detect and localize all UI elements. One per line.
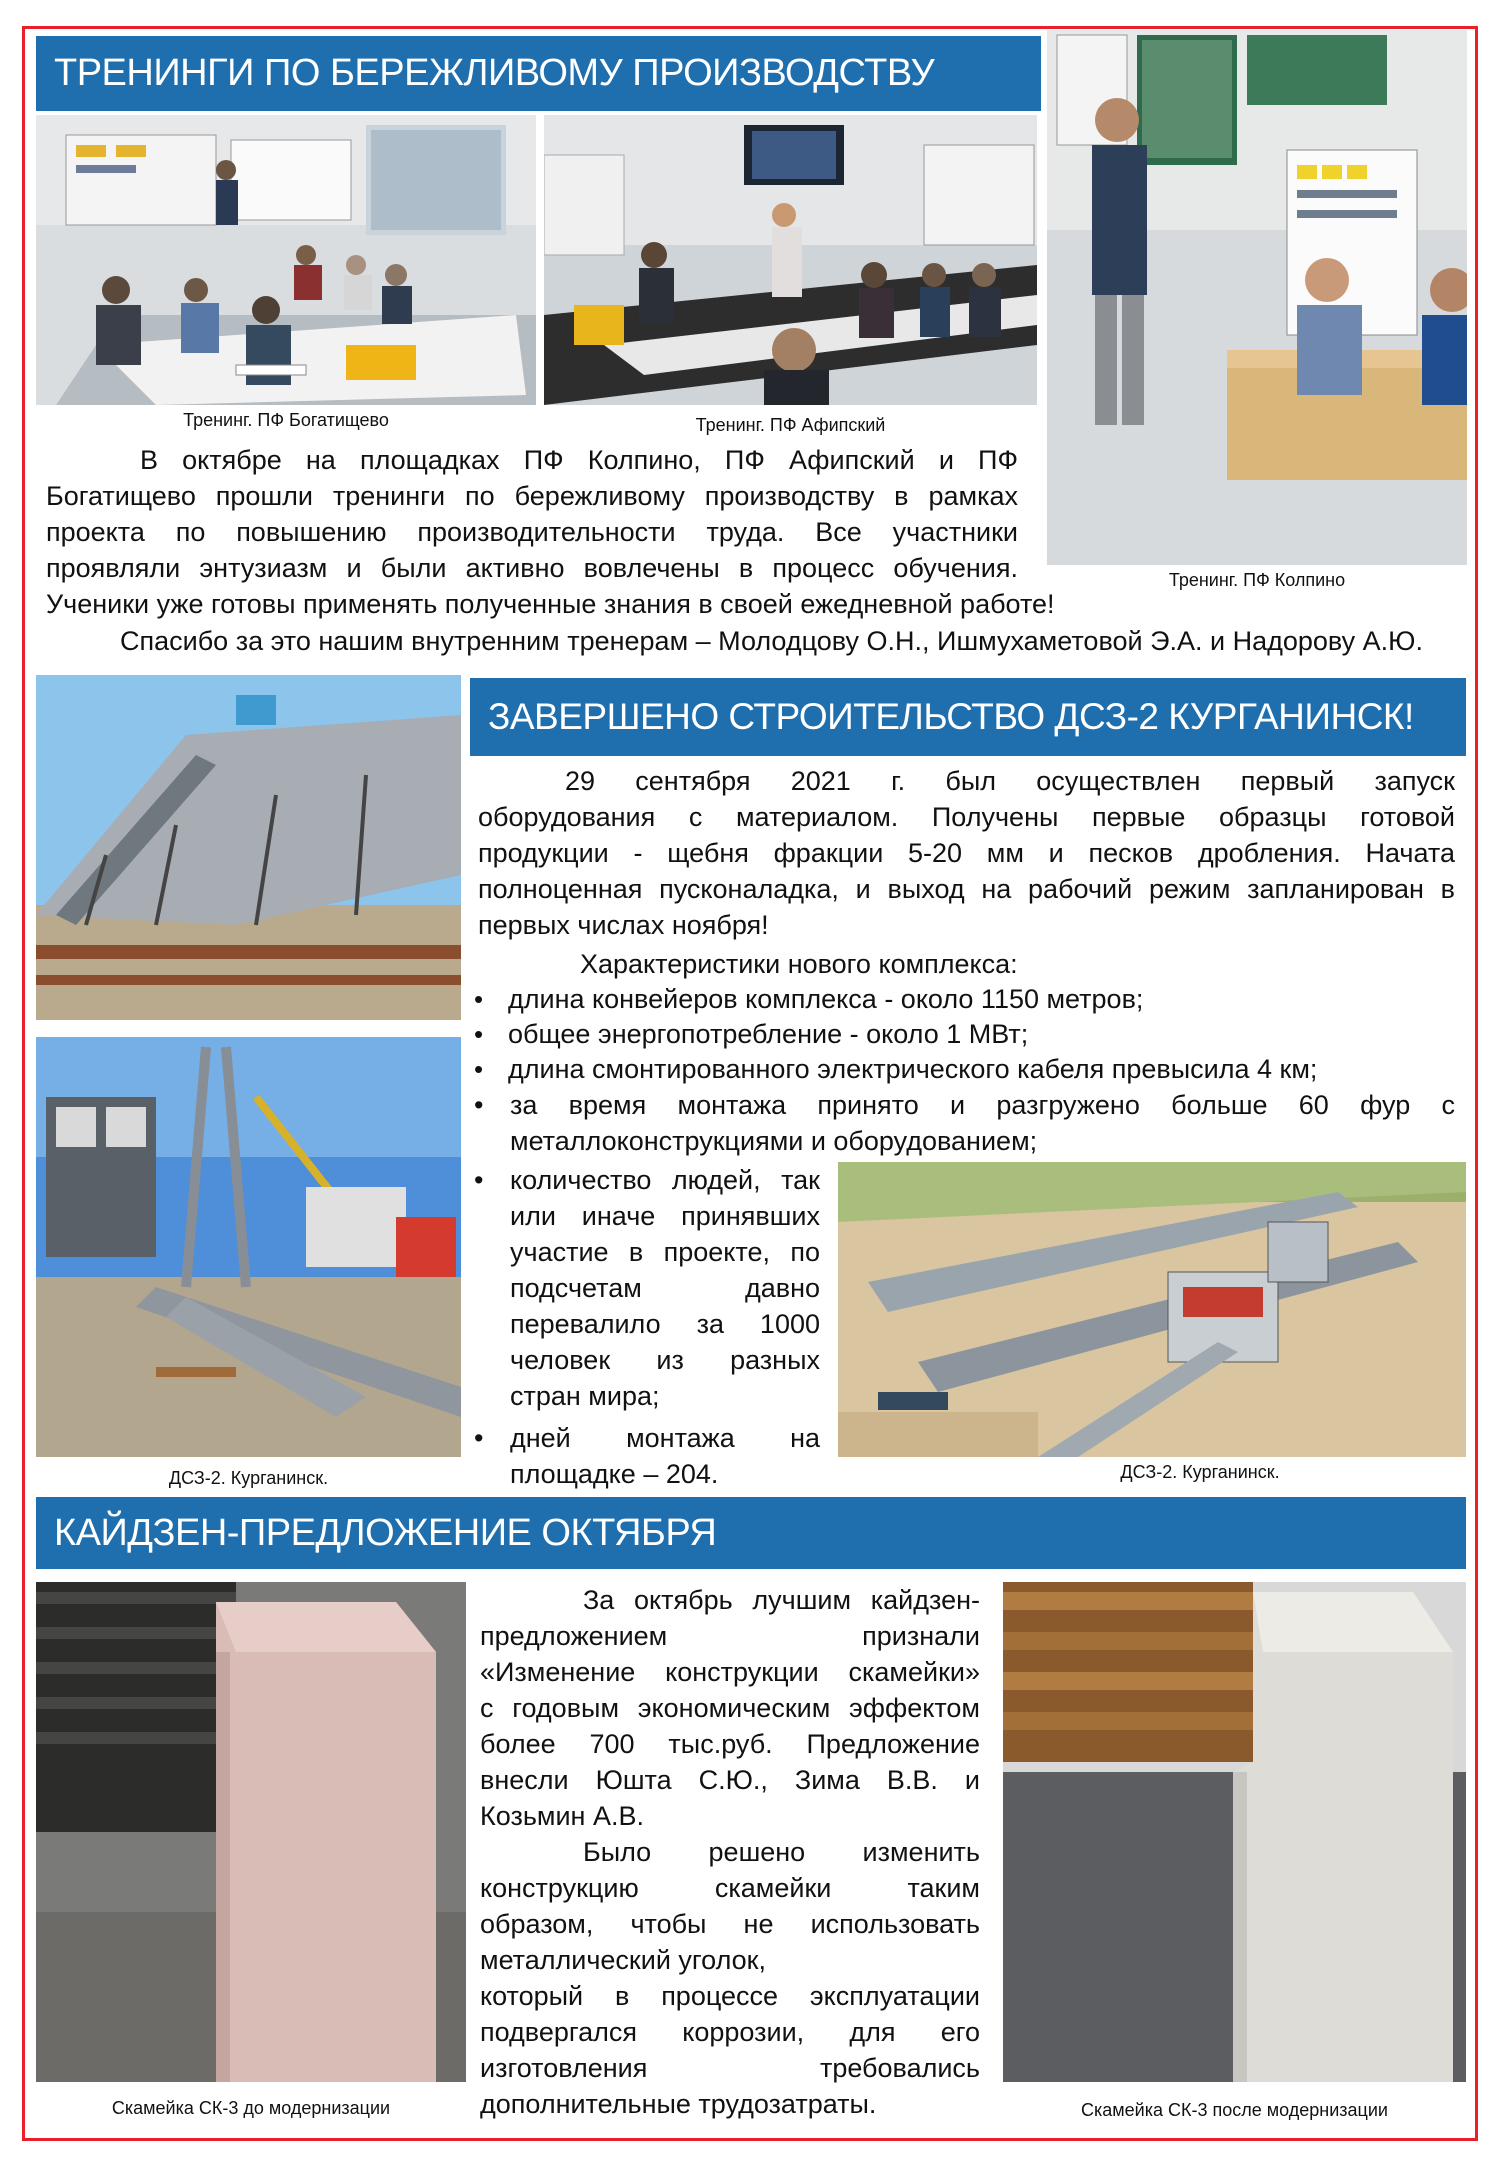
kaizen-line: с годовым экономическим эффектом <box>480 1693 980 1723</box>
photo-bench-before <box>36 1582 466 2082</box>
photo-construction-aerial <box>838 1162 1466 1457</box>
feature-days-line-1: дней монтажа на <box>510 1423 820 1453</box>
kaizen-line: внесли Юшта С.Ю., Зима В.В. и <box>480 1765 980 1795</box>
kaizen-line: который в процессе эксплуатации <box>480 1981 980 2011</box>
section-banner-kaizen <box>36 1497 1466 1569</box>
construction-line-5: первых числах ноября! <box>478 910 769 940</box>
caption-bench-before: Скамейка СК-3 до модернизации <box>111 2098 391 2118</box>
feature-trucks-line-2: металлоконструкциями и оборудованием; <box>510 1126 1038 1156</box>
caption-bench-after: Скамейка СК-3 после модернизации <box>1081 2100 1388 2120</box>
kaizen-line: предложением признали <box>480 1621 980 1651</box>
feature-people-line: или иначе принявших <box>510 1201 820 1231</box>
kaizen-line: За октябрь лучшим кайдзен- <box>583 1585 980 1615</box>
training-line-2: Богатищево прошли тренинги по бережливому производству в рамках <box>46 481 1018 511</box>
kaizen-line: металлический уголок, <box>480 1945 766 1975</box>
section-banner-training <box>36 36 1041 111</box>
feature-people-line: участие в проекте, по <box>510 1237 820 1267</box>
features-list <box>472 982 1462 1087</box>
feature-people-line: перевалило за 1000 <box>510 1309 820 1339</box>
caption-construction-right: ДСЗ-2. Курганинск. <box>1120 1462 1280 1482</box>
list-item: • общее энергопотребление - около 1 МВт; <box>472 1017 1462 1052</box>
feature-people-line: подсчетам давно <box>510 1273 820 1303</box>
section-title-construction: ЗАВЕРШЕНО СТРОИТЕЛЬСТВО ДСЗ-2 КУРГАНИНСК! <box>488 696 1414 737</box>
list-item: • длина смонтированного электрического кабеля превысила 4 км; <box>472 1052 1462 1087</box>
bullet-marker: • <box>474 1165 484 1195</box>
training-line-4: проявляли энтузиазм и были активно вовлечены в процесс обучения. <box>46 553 1018 583</box>
features-heading: Характеристики нового комплекса: <box>580 949 1018 979</box>
photo-training-bogatishchevo <box>36 115 536 405</box>
feature-people-line: человек из разных <box>510 1345 820 1375</box>
feature-trucks-line-1: за время монтажа принято и разгружено больше 60 фур с <box>510 1090 1455 1120</box>
kaizen-line: более 700 тыс.руб. Предложение <box>480 1729 980 1759</box>
training-line-5: Ученики уже готовы применять полученные знания в своей ежедневной работе! <box>46 589 1055 619</box>
photo-training-afipsky <box>544 115 1037 405</box>
training-thanks: Спасибо за это нашим внутренним тренерам – Молодцову О.Н., Ишмухаметовой Э.А. и Надорову А.Ю. <box>120 626 1423 656</box>
kaizen-line: Было решено изменить <box>583 1837 980 1867</box>
section-title-kaizen: КАЙДЗЕН-ПРЕДЛОЖЕНИЕ ОКТЯБРЯ <box>54 1511 717 1554</box>
bullet-marker: • <box>474 1423 484 1453</box>
construction-line-2: оборудования с материалом. Получены первые образцы готовой <box>478 802 1455 832</box>
kaizen-line: дополнительные трудозатраты. <box>480 2089 877 2119</box>
section-title-training: ТРЕНИНГИ ПО БЕРЕЖЛИВОМУ ПРОИЗВОДСТВУ <box>54 52 935 94</box>
kaizen-line: конструкцию скамейки таким <box>480 1873 980 1903</box>
bullet-marker: • <box>474 1090 484 1120</box>
kaizen-line: подвергался коррозии, для его <box>480 2017 980 2047</box>
construction-line-1: 29 сентября 2021 г. был осуществлен первый запуск <box>565 766 1455 796</box>
construction-line-3: продукции - щебня фракции 5-20 мм и песков дробления. Начата <box>478 838 1455 868</box>
photo-training-kolpino <box>1047 30 1467 565</box>
feature-people-line: стран мира; <box>510 1381 660 1411</box>
list-item: • длина конвейеров комплекса - около 1150 метров; <box>472 982 1462 1017</box>
caption-training-kolpino: Тренинг. ПФ Колпино <box>1168 570 1346 590</box>
photo-bench-after <box>1003 1582 1466 2082</box>
photo-construction-conveyor <box>36 675 461 1020</box>
feature-days-line-2: площадке – 204. <box>510 1459 719 1489</box>
kaizen-line: «Изменение конструкции скамейки» <box>480 1657 980 1687</box>
feature-people-line: количество людей, так <box>510 1165 820 1195</box>
construction-line-4: полноценная пусконаладка, и выход на рабочий режим запланирован в <box>478 874 1455 904</box>
training-line-3: проекта по повышению производительности труда. Все участники <box>46 517 1018 547</box>
photo-construction-crane <box>36 1037 461 1457</box>
section-banner-construction <box>470 678 1466 756</box>
kaizen-line: образом, чтобы не использовать <box>480 1909 980 1939</box>
kaizen-line: изготовления требовались <box>480 2053 980 2083</box>
kaizen-line: Козьмин А.В. <box>480 1801 644 1831</box>
training-line-1: В октябре на площадках ПФ Колпино, ПФ Афипский и ПФ <box>140 445 1018 475</box>
caption-training-afipsky: Тренинг. ПФ Афипский <box>695 415 886 435</box>
caption-training-bogatishchevo: Тренинг. ПФ Богатищево <box>183 410 389 430</box>
caption-construction-left: ДСЗ-2. Курганинск. <box>168 1468 329 1488</box>
